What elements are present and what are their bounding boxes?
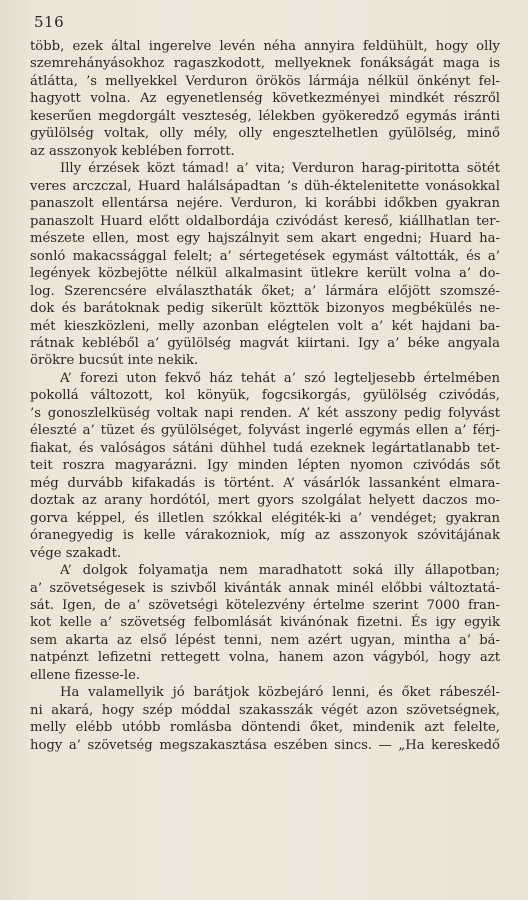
text-line: rátnak kebléből a’ gyülölség magvát kiirtani. Igy a’ béke angyala	[30, 335, 500, 351]
text-line: mészete ellen, most egy hajszálnyit sem akart engedni; Huard ha-	[30, 231, 500, 247]
text-line: sem akarta az első lépést tenni, nem azért ugyan, mintha a’ bá-	[30, 632, 500, 648]
text-line: Ha valamellyik jó barátjok közbejáró lenni, és őket rábeszél-	[60, 685, 500, 701]
text-line: pokollá változott, kol könyük, fogcsikorgás, gyülölség czivódás,	[30, 388, 500, 404]
text-line: az asszonyok keblében forrott.	[30, 143, 235, 159]
text-line: A’ forezi uton fekvő ház tehát a’ szó legteljesebb értelmében	[60, 370, 500, 386]
text-line: szemrehányásokhoz ragaszkodott, mellyeknek fonákságát maga is	[30, 56, 500, 72]
text-line: teit roszra magyarázni. Igy minden lépten nyomon czivódás sőt	[30, 458, 500, 474]
text-line: log. Szerencsére elválaszthaták őket; a’ lármára előjött szomszé-	[30, 283, 500, 299]
text-line: hagyott volna. Az egyenetlenség következményei mindkét részről	[30, 91, 500, 107]
body-text	[30, 38, 500, 754]
text-line: vége szakadt.	[30, 545, 122, 561]
text-line: veres arczczal, Huard halálsápadtan ’s düh-éktelenitette vonásokkal	[30, 178, 500, 194]
paragraph	[30, 38, 500, 160]
text-line: keserűen megdorgált veszteség, lélekben gyökeredző egymás iránti	[30, 108, 500, 124]
text-line: sonló makacssággal felelt; a’ sértegetések egymást váltották, és a’	[30, 248, 500, 264]
text-line: legények közbejötte nélkül alkalmasint ütlekre került volna a’ do-	[30, 266, 500, 282]
text-line: melly elébb utóbb romlásba döntendi őket, mindenik azt felelte,	[30, 720, 500, 736]
text-line: ni akará, hogy szép móddal szakasszák végét azon szövetségnek,	[30, 702, 500, 718]
paragraph	[30, 160, 500, 370]
text-line: ellene fizesse-le.	[30, 667, 141, 683]
text-line: mét kieszközleni, melly azonban elégtelen volt a’ két hajdani ba-	[30, 318, 500, 334]
text-line: gorva képpel, és illetlen szókkal elégiték-ki a’ vendéget; gyakran	[30, 510, 500, 526]
text-line: panaszolt ellentársa nejére. Verduron, ki korábbi időkben gyakran	[30, 196, 500, 212]
text-line: sát. Igen, de a’ szövetségi kötelezvény értelme szerint 7000 fran-	[30, 598, 500, 613]
text-line: panaszolt Huard előtt oldalbordája czivódást kereső, kiállhatlan ter-	[30, 213, 500, 229]
text-line: hogy a’ szövetség megszakasztása eszében sincs. — „Ha kereskedő	[30, 737, 500, 753]
text-line: kot kelle a’ szövetség felbomlását kivánónak fizetni. És igy egyik	[30, 615, 500, 631]
text-line: örökre bucsút inte nekik.	[30, 353, 199, 369]
text-line: ’s gonoszlelküség voltak napi renden. A’ két asszony pedig folyvást	[30, 405, 500, 421]
text-line: doztak az arany hordótól, mert gyors szolgálat helyett daczos mo-	[30, 493, 500, 509]
paragraph	[30, 684, 500, 754]
text-line: natpénzt lefizetni rettegett volna, hanem azon vágyból, hogy azt	[30, 650, 500, 666]
text-line: több, ezek által ingerelve levén néha annyira feldühült, hogy olly	[30, 39, 500, 54]
text-line: fiakat, és valóságos sátáni dühhel tudá ezeknek legártatlanabb tet-	[30, 440, 500, 456]
text-line: éleszté a’ tüzet és gyülölséget, folyvást ingerlé egymás ellen a’ férj-	[30, 423, 500, 439]
text-line: még durvább kifakadás is történt. A’ vásárlók lassanként elmara-	[30, 475, 500, 491]
text-line: a’ szövetségesek is szivből kivánták annak minél előbbi változtatá-	[30, 580, 500, 596]
text-line: Illy érzések közt támad! a’ vita; Verduron harag-piritotta sötét	[60, 161, 500, 177]
text-line: átlátta, ’s mellyekkel Verduron örökös lármája nélkül önkényt fel-	[30, 73, 500, 89]
text-line: gyülölség voltak, olly mély, olly engesztelhetlen gyülölség, minő	[30, 126, 500, 142]
text-line: dok és barátoknak pedig sikerült közttök bizonyos megbékülés ne-	[30, 301, 500, 317]
text-line: óranegyedig is kelle várakozniok, míg az asszonyok szóvitájának	[30, 528, 500, 544]
paragraph	[30, 562, 500, 684]
text-line: A’ dolgok folyamatja nem maradhatott soká illy állapotban;	[60, 563, 500, 579]
paragraph	[30, 370, 500, 562]
page-number: 516	[34, 13, 65, 31]
